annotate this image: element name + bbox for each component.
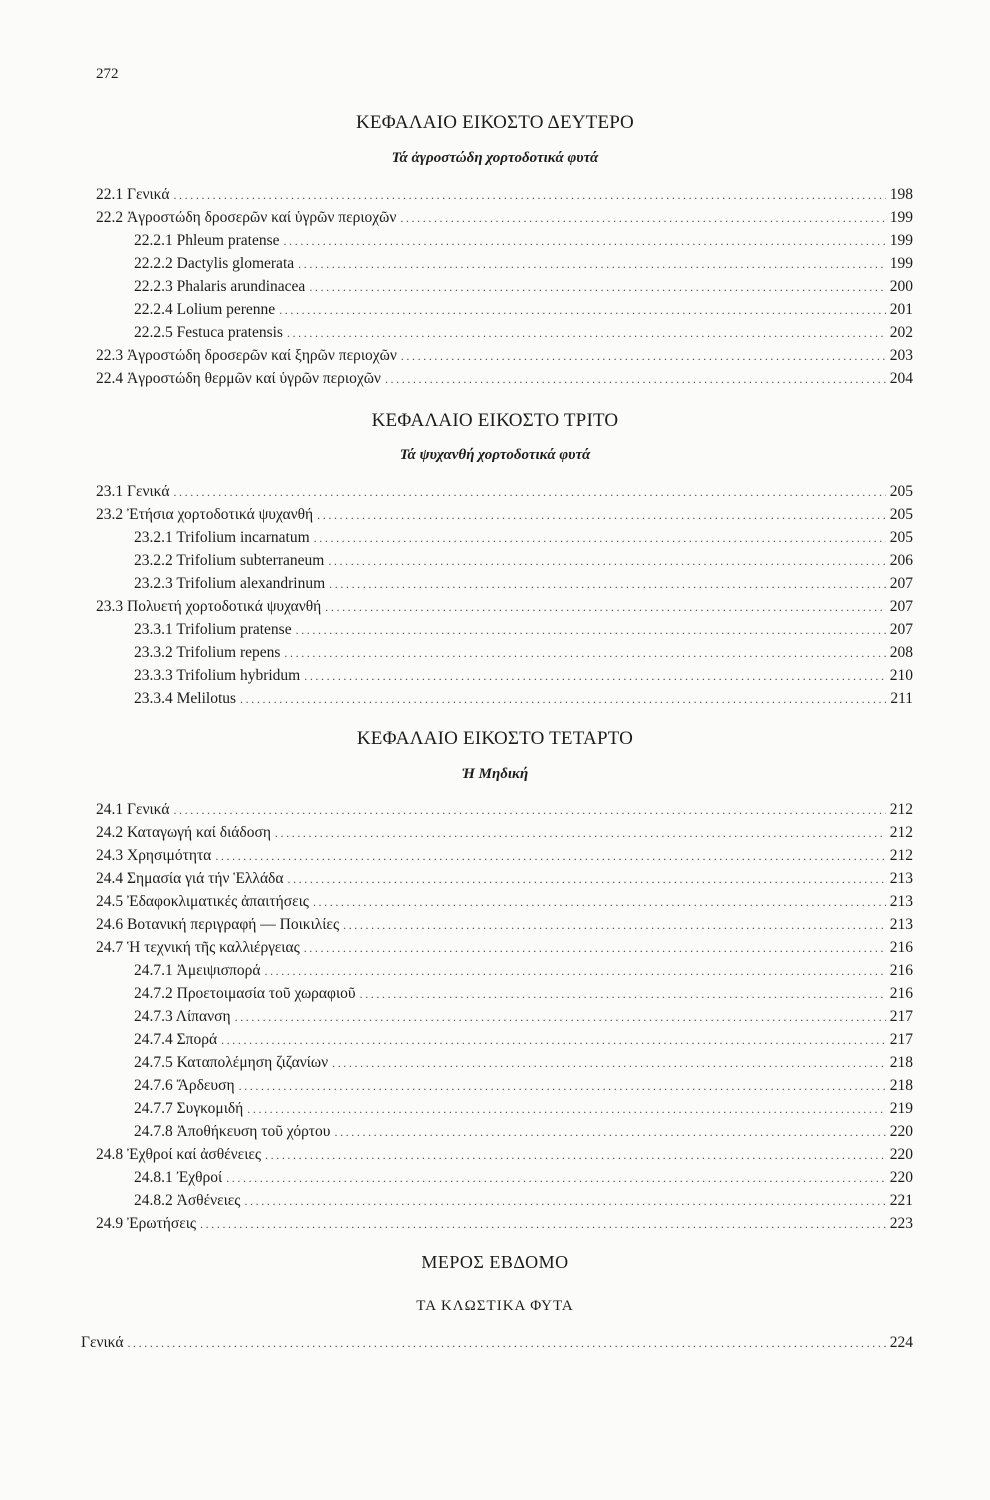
toc-page-number: 199 [889,209,913,226]
toc-entry: 24.8.1 Ἐχθροί ..... 220 [134,1166,913,1189]
chapter-24-subtitle: Ἡ Μηδική [461,766,529,782]
dot-leader [313,891,886,914]
toc-page-number: 207 [889,575,913,592]
toc-entry: 24.1 Γενικά ..... 212 [96,798,913,821]
toc-page-number: 204 [889,370,913,387]
toc-entry: 24.5 Ἐδαφοκλιματικές ἀπαιτήσεις ..... 213 [96,890,913,913]
toc-page-number: 217 [889,1008,913,1025]
toc-entry: 22.2.2 Dactylis glomerata ..... 199 [134,252,913,275]
toc-page-number: 207 [889,598,913,615]
toc-entry: 24.4 Σημασία γιά τήν Ἑλλάδα ..... 213 [96,867,913,890]
dot-leader [400,207,885,230]
toc-page-number: 210 [889,667,913,684]
toc-entry: 24.7.1 Ἀμειψισπορά ..... 216 [134,959,913,982]
toc-entry: 24.9 Ἐρωτήσεις ..... 223 [96,1212,913,1235]
dot-leader [275,822,886,845]
toc-page-number: 220 [889,1169,913,1186]
dot-leader [284,642,885,665]
dot-leader [200,1213,886,1236]
toc-page-number: 205 [889,483,913,500]
toc-page-number: 224 [889,1334,913,1351]
toc-page-number: 213 [889,870,913,887]
toc-entry: 24.7.4 Σπορά ..... 217 [134,1028,913,1051]
toc-entry: 22.2 Ἀγροστώδη δροσερῶν καί ὑγρῶν περιοχῶν ..... 199 [96,206,913,229]
toc-entry: 23.3.2 Trifolium repens ..... 208 [134,641,913,664]
toc-page-number: 212 [889,847,913,864]
toc-page-number: 208 [889,644,913,661]
toc-page-number: 199 [889,232,913,249]
toc-entry: 24.7.3 Λίπανση ..... 217 [134,1005,913,1028]
dot-leader [173,184,885,207]
toc-entry: 23.2.1 Trifolium incarnatum ..... 205 [134,526,913,549]
toc-entry: 22.2.3 Phalaris arundinacea ..... 200 [134,275,913,298]
toc-page-number: 223 [889,1215,913,1232]
toc-entry: Γενικά ..... 224 [81,1331,913,1354]
dot-leader [235,1006,886,1029]
toc-entry: 23.1 Γενικά ..... 205 [96,480,913,503]
toc-entry: 22.2.1 Phleum pratense ..... 199 [134,229,913,252]
toc-page-number: 205 [889,506,913,523]
dot-leader [240,688,886,711]
toc-entry: 24.7 Ἡ τεχνική τῆς καλλιέργειας ..... 216 [96,936,913,959]
part-subtitle: ΤΑ ΚΛΩΣΤΙΚΑ ΦΥΤΑ [416,1298,574,1314]
toc-page-number: 198 [889,186,913,203]
toc-entry: 24.8 Ἐχθροί καί ἀσθένειες ..... 220 [96,1143,913,1166]
toc-entry: 23.2.2 Trifolium subterraneum ..... 206 [134,549,913,572]
dot-leader [247,1098,885,1121]
dot-leader [173,799,885,822]
dot-leader [304,937,886,960]
dot-leader [317,504,886,527]
toc-page-number: 218 [889,1054,913,1071]
toc-page-number: 203 [889,347,913,364]
dot-leader [332,1052,886,1075]
toc-page-number: 207 [889,621,913,638]
chapter-23-title: ΚΕΦΑΛΑΙΟ ΕΙΚΟΣΤΟ ΤΡΙΤΟ [371,410,619,431]
toc-page-number: 218 [889,1077,913,1094]
toc-page-number: 199 [889,255,913,272]
chapter-22-subtitle: Τά ἀγροστώδη χορτοδοτικά φυτά [391,150,599,166]
dot-leader [239,1075,886,1098]
dot-leader [296,619,886,642]
toc-entry: 22.1 Γενικά ..... 198 [96,183,913,206]
toc-page-number: 220 [889,1146,913,1163]
toc-entry: 24.7.6 Ἄρδευση ..... 218 [134,1074,913,1097]
toc-entry: 24.8.2 Ἀσθένειες ..... 221 [134,1189,913,1212]
dot-leader [328,550,885,573]
toc-page-number: 221 [889,1192,913,1209]
toc-page-number: 216 [889,962,913,979]
toc-entry: 22.2.5 Festuca pratensis ..... 202 [134,321,913,344]
toc-page-number: 201 [889,301,913,318]
toc-entry: 24.6 Βοτανική περιγραφή — Ποικιλίες ..... 213 [96,913,913,936]
chapter-24-title: ΚΕΦΑΛΑΙΟ ΕΙΚΟΣΤΟ ΤΕΤΑΡΤΟ [356,728,634,749]
toc-page-number: 213 [889,893,913,910]
dot-leader [314,527,886,550]
toc-entry: 23.3.1 Trifolium pratense ..... 207 [134,618,913,641]
dot-leader [287,868,885,891]
toc-page-number: 206 [889,552,913,569]
toc-entry: 23.3.3 Trifolium hybridum ..... 210 [134,664,913,687]
toc-page-number: 212 [889,824,913,841]
toc-page-number: 216 [889,985,913,1002]
toc-entry: 23.3.4 Melilotus ..... 211 [134,687,913,710]
toc-entry: 22.4 Ἀγροστώδη θερμῶν καί ὑγρῶν περιοχῶν ..... 204 [96,367,913,390]
dot-leader [334,1121,885,1144]
dot-leader [298,253,886,276]
dot-leader [325,596,885,619]
chapter-23-subtitle: Τά ψυχανθή χορτοδοτικά φυτά [399,447,591,463]
toc-page-number: 205 [889,529,913,546]
dot-leader [264,960,885,983]
dot-leader [329,573,886,596]
dot-leader [279,299,886,322]
toc-entry: 22.3 Ἀγροστώδη δροσερῶν καί ξηρῶν περιοχῶν ..... 203 [96,344,913,367]
toc-page-number: 217 [889,1031,913,1048]
dot-leader [173,481,885,504]
dot-leader [215,845,885,868]
dot-leader [226,1167,886,1190]
toc-entry: 22.2.4 Lolium perenne ..... 201 [134,298,913,321]
page-number: 272 [96,66,119,82]
dot-leader [221,1029,886,1052]
toc-page-number: 212 [889,801,913,818]
chapter-22-title: ΚΕΦΑΛΑΙΟ ΕΙΚΟΣΤΟ ΔΕΥΤΕΡΟ [356,112,634,133]
toc-entry: 23.2.3 Trifolium alexandrinum ..... 207 [134,572,913,595]
dot-leader [343,914,886,937]
dot-leader [360,983,886,1006]
toc-entry: 23.3 Πολυετή χορτοδοτικά ψυχανθή ..... 207 [96,595,913,618]
dot-leader [385,368,886,391]
part-title: ΜΕΡΟΣ ΕΒΔΟΜΟ [421,1252,569,1272]
toc-page-number: 213 [889,916,913,933]
toc-page-number: 216 [889,939,913,956]
dot-leader [287,322,886,345]
toc-entry: 24.7.8 Ἀποθήκευση τοῦ χόρτου ..... 220 [134,1120,913,1143]
toc-entry: 24.7.5 Καταπολέμηση ζιζανίων ..... 218 [134,1051,913,1074]
dot-leader [265,1144,886,1167]
toc-page-number: 220 [889,1123,913,1140]
toc-entry: 24.7.7 Συγκομιδή ..... 219 [134,1097,913,1120]
toc-page-number: 211 [890,690,913,707]
toc-page-number: 219 [889,1100,913,1117]
toc-entry: 23.2 Ἐτήσια χορτοδοτικά ψυχανθή ..... 205 [96,503,913,526]
toc-entry: 24.3 Χρησιμότητα ..... 212 [96,844,913,867]
dot-leader [284,230,886,253]
dot-leader [127,1332,885,1355]
dot-leader [401,345,886,368]
dot-leader [244,1190,885,1213]
toc-entry: 24.7.2 Προετοιμασία τοῦ χωραφιοῦ ..... 216 [134,982,913,1005]
toc-page-number: 200 [889,278,913,295]
dot-leader [309,276,885,299]
dot-leader [304,665,886,688]
toc-page-number: 202 [889,324,913,341]
toc-entry: 24.2 Καταγωγή καί διάδοση ..... 212 [96,821,913,844]
